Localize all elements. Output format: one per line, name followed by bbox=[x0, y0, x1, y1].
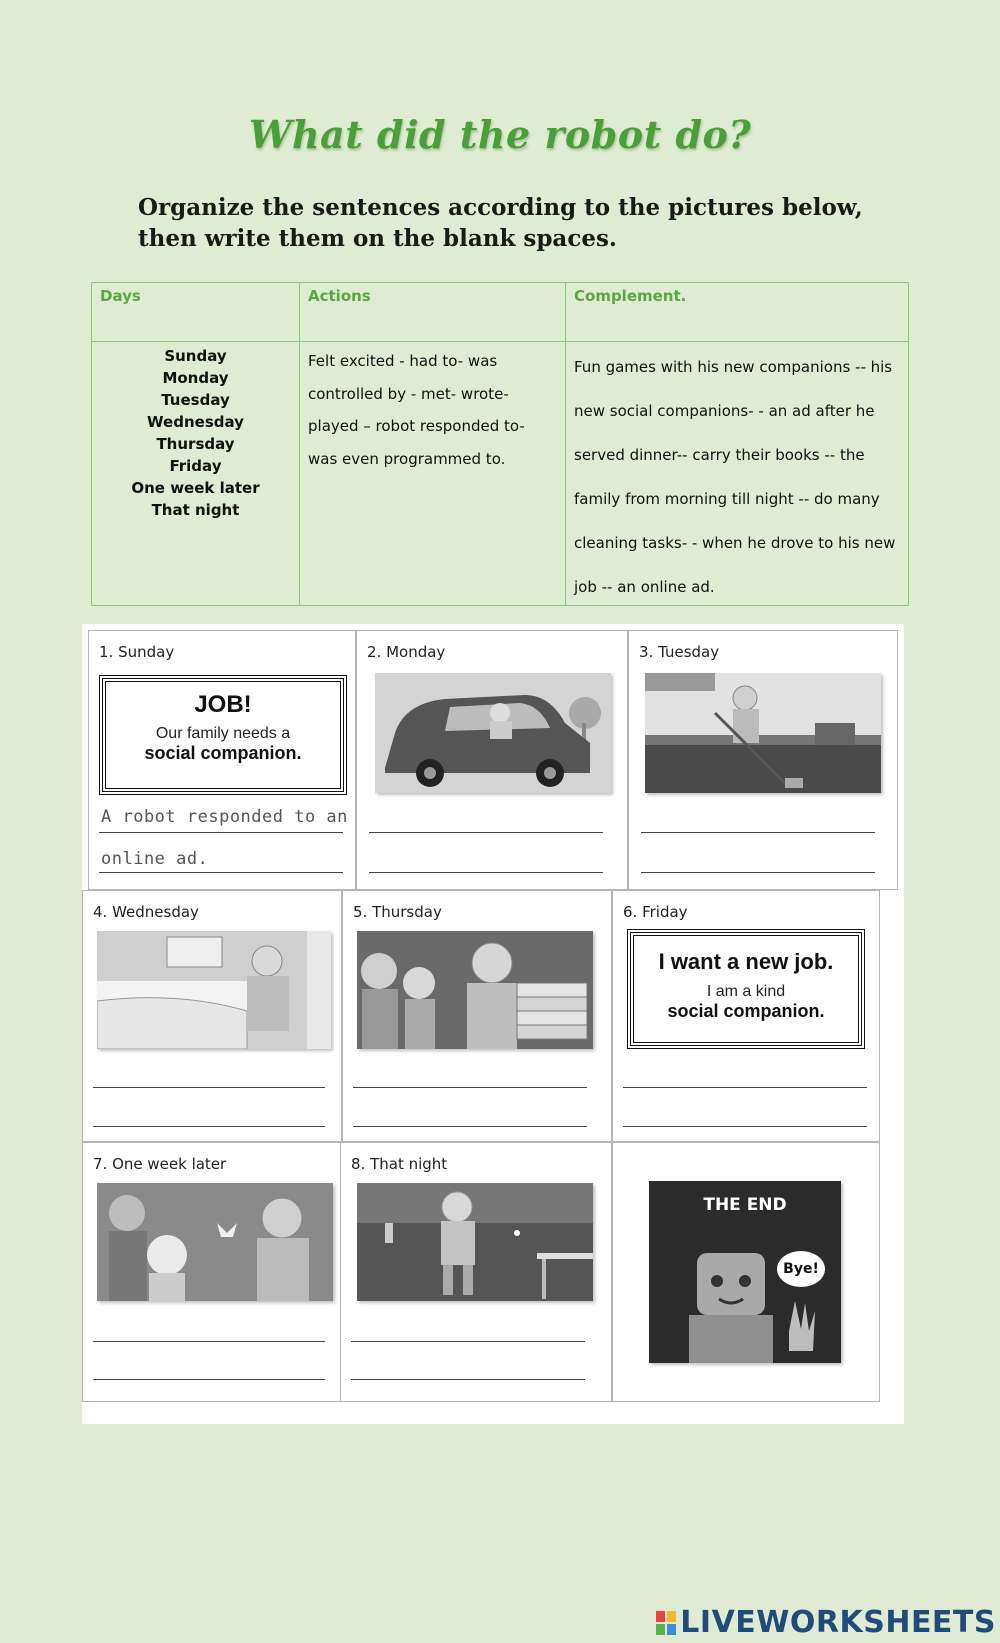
instructions-text: Organize the sentences according to the pictures below, then write them on the blank spaces. bbox=[138, 194, 863, 252]
answer-line[interactable] bbox=[93, 1126, 325, 1127]
answer-line[interactable] bbox=[93, 1341, 325, 1342]
sign-bold-text: social companion. bbox=[144, 743, 302, 763]
panel-label: 4. Wednesday bbox=[93, 903, 199, 921]
the-end-title: THE END bbox=[703, 1195, 787, 1215]
liveworksheets-logo bbox=[656, 1605, 996, 1640]
actions-header: Actions bbox=[308, 287, 371, 305]
robot-driving-car-illustration bbox=[375, 673, 611, 793]
answer-line[interactable] bbox=[353, 1087, 587, 1088]
answer-line[interactable] bbox=[623, 1087, 867, 1088]
days-column bbox=[92, 283, 300, 605]
panel-label: 1. Sunday bbox=[99, 643, 175, 661]
worksheet-title: What did the robot do? bbox=[248, 112, 752, 157]
day-item: Wednesday bbox=[147, 413, 244, 431]
logo-square-blue bbox=[667, 1624, 676, 1635]
answer-text-1: A robot responded to an bbox=[101, 807, 348, 827]
panel-label: 2. Monday bbox=[367, 643, 446, 661]
panel-label: 6. Friday bbox=[623, 903, 688, 921]
speech-bubble: Bye! bbox=[777, 1251, 825, 1287]
complement-text: Fun games with his new companions -- his new social companions- - an ad after he served dinner-- carry their books -- the family from morning till night -- do many cleaning tasks- - when he drove to his new job -- an online ad. bbox=[574, 358, 896, 596]
bedroom-picture bbox=[97, 931, 331, 1049]
logo-square-green bbox=[656, 1624, 665, 1635]
answer-line[interactable] bbox=[641, 872, 875, 873]
robot-making-bed-illustration bbox=[97, 931, 331, 1049]
answer-line[interactable] bbox=[99, 872, 343, 873]
actions-text: Felt excited - had to- was controlled by - met- wrote- played – robot responded to- was even programmed to. bbox=[308, 352, 525, 468]
actions-column bbox=[300, 283, 566, 605]
panel-sunday bbox=[88, 630, 356, 890]
school-picture bbox=[357, 931, 593, 1049]
sign-text: I am a kind bbox=[706, 983, 786, 1000]
job-ad-sign bbox=[99, 675, 347, 795]
complement-column bbox=[566, 283, 908, 605]
panel-wednesday bbox=[82, 890, 342, 1142]
the-end-illustration bbox=[649, 1181, 841, 1363]
panel-label: 8. That night bbox=[351, 1155, 448, 1173]
panel-label: 5. Thursday bbox=[353, 903, 442, 921]
answer-line[interactable] bbox=[369, 872, 603, 873]
day-item: Tuesday bbox=[161, 391, 230, 409]
answer-line[interactable] bbox=[351, 1379, 585, 1380]
kitchen-picture bbox=[645, 673, 881, 793]
panel-monday bbox=[356, 630, 628, 890]
answer-text-2: online ad. bbox=[101, 849, 209, 869]
answer-line[interactable] bbox=[369, 832, 603, 833]
panel-tuesday bbox=[628, 630, 898, 890]
panel-label: 3. Tuesday bbox=[639, 643, 720, 661]
word-bank-table bbox=[91, 282, 909, 606]
panel-one-week-later bbox=[82, 1142, 354, 1402]
car-picture bbox=[375, 673, 611, 793]
logo-text: LIVEWORKSHEETS bbox=[680, 1605, 996, 1640]
sign-heading: JOB! bbox=[194, 691, 252, 718]
panel-that-night bbox=[340, 1142, 612, 1402]
logo-square-yellow bbox=[667, 1611, 676, 1622]
new-job-sign bbox=[627, 929, 865, 1049]
logo-square-red bbox=[656, 1611, 665, 1622]
days-list bbox=[92, 345, 299, 521]
panel-the-end bbox=[612, 1142, 880, 1402]
robot-carrying-books-with-children-illustration bbox=[357, 931, 593, 1049]
sign-text: Our family needs a bbox=[155, 725, 291, 742]
panel-friday bbox=[612, 890, 880, 1142]
answer-line[interactable] bbox=[351, 1341, 585, 1342]
day-item: Sunday bbox=[164, 347, 227, 365]
day-item: Thursday bbox=[156, 435, 235, 453]
panel-thursday bbox=[342, 890, 612, 1142]
answer-line[interactable] bbox=[93, 1379, 325, 1380]
day-item: Friday bbox=[169, 457, 222, 475]
robot-sweeping-kitchen-illustration bbox=[645, 673, 881, 793]
day-item: Monday bbox=[162, 369, 229, 387]
ping-pong-picture bbox=[357, 1183, 593, 1301]
celebration-picture bbox=[97, 1183, 333, 1301]
day-item: One week later bbox=[131, 479, 260, 497]
answer-line[interactable] bbox=[99, 832, 343, 833]
answer-line[interactable] bbox=[641, 832, 875, 833]
answer-line[interactable] bbox=[623, 1126, 867, 1127]
answer-line[interactable] bbox=[353, 1126, 587, 1127]
panel-label: 7. One week later bbox=[93, 1155, 227, 1173]
days-header: Days bbox=[100, 287, 141, 305]
robot-playing-ping-pong-illustration bbox=[357, 1183, 593, 1301]
comic-panels-grid bbox=[82, 624, 904, 1424]
robot-with-children-illustration bbox=[97, 1183, 333, 1301]
complement-header: Complement. bbox=[574, 287, 687, 305]
sign-bold-text: social companion. bbox=[667, 1001, 825, 1021]
logo-icon bbox=[656, 1611, 676, 1635]
waving-robot-picture bbox=[649, 1181, 841, 1363]
answer-line[interactable] bbox=[93, 1087, 325, 1088]
day-item: That night bbox=[151, 501, 240, 519]
sign-heading: I want a new job. bbox=[658, 949, 834, 974]
